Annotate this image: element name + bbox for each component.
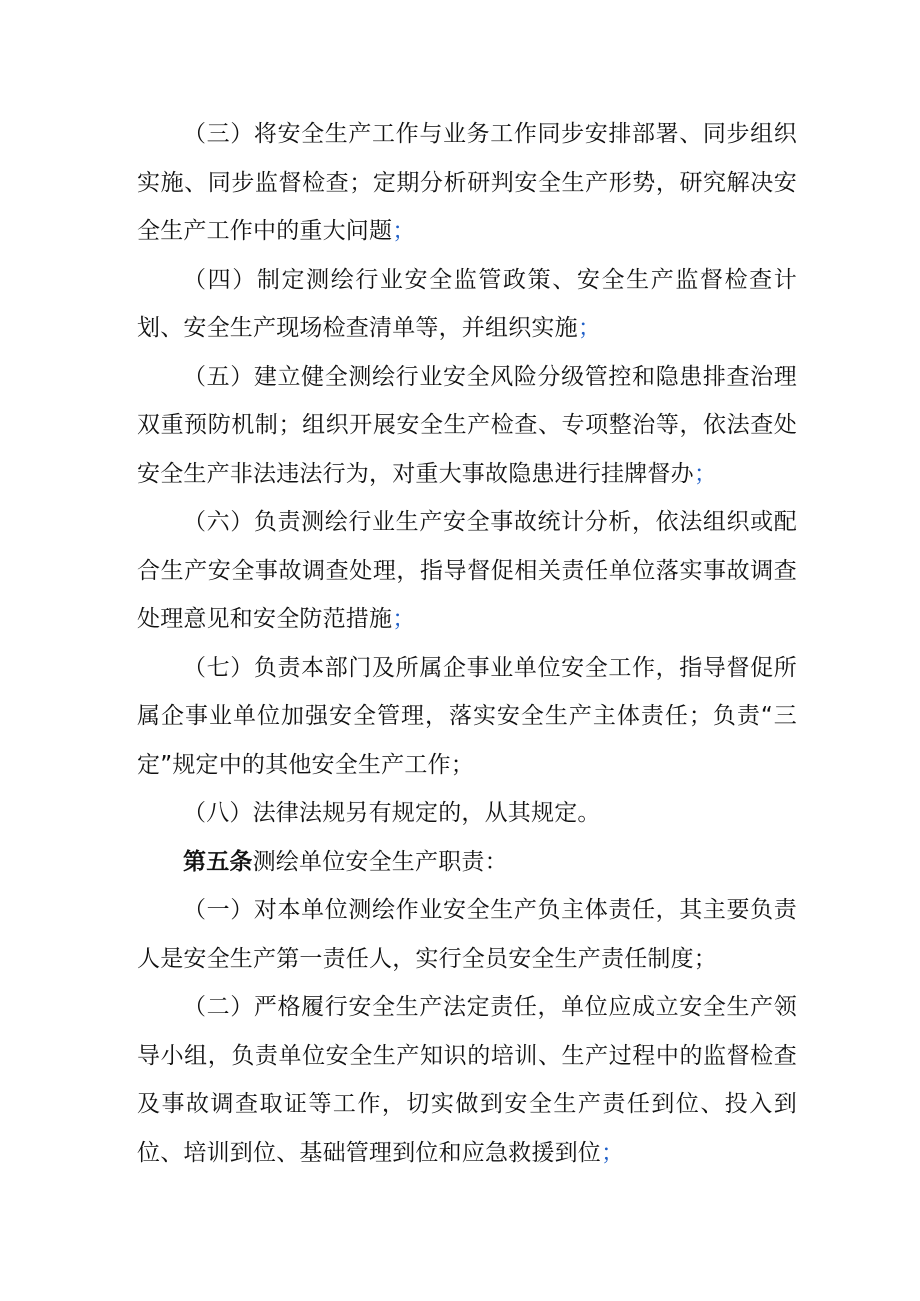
paragraph-text: （五）建立健全测绘行业安全风险分级管控和隐患排查治理双重预防机制；组织开展安全生产检查、专项整治等，依法查处安全生产非法违法行为，对重大事故隐患进行挂牌督办 — [137, 363, 797, 487]
paragraph-end-mark: ； — [392, 218, 416, 244]
paragraph-text: （四）制定测绘行业安全监管政策、安全生产监督检查计划、安全生产现场检查清单等，并组织实施 — [137, 266, 797, 341]
paragraph-text: （六）负责测绘行业生产安全事故统计分析，依法组织或配合生产安全事故调查处理，指导督促相关责任单位落实事故调查处理意见和安全防范措施 — [137, 509, 797, 632]
paragraph-end-mark: ； — [577, 315, 602, 341]
document-page — [137, 110, 797, 1177]
paragraph-text: （一）对本单位测绘作业安全生产负主体责任，其主要负责人是安全生产第一责任人，实行全员安全生产责任制度； — [137, 897, 797, 972]
paragraph-end-mark: ； — [601, 1139, 625, 1166]
paragraph-item-2 — [137, 983, 797, 1177]
paragraph-text: （七）负责本部门及所属企事业单位安全工作，指导督促所属企事业单位加强安全管理，落实安全生产主体责任；负责“三定”规定中的其他安全生产工作； — [137, 654, 797, 778]
paragraph-item-4 — [137, 256, 797, 353]
paragraph-text: （二）严格履行安全生产法定责任，单位应成立安全生产领导小组，负责单位安全生产知识的培训、生产过程中的监督检查及事故调查取证等工作，切实做到安全生产责任到位、投入到位、培训到位、基础管理到位和应急救援到位 — [137, 994, 797, 1166]
paragraph-item-3 — [137, 110, 797, 256]
paragraph-text: （三）将安全生产工作与业务工作同步安排部署、同步组织实施、同步监督检查；定期分析研判安全生产形势，研究解决安全生产工作中的重大问题 — [137, 121, 797, 244]
paragraph-item-1 — [137, 886, 797, 983]
article-text: 测绘单位安全生产职责： — [252, 848, 508, 875]
paragraph-item-6 — [137, 498, 797, 644]
paragraph-text: （八）法律法规另有规定的，从其规定。 — [183, 800, 601, 826]
article-heading — [137, 838, 797, 887]
paragraph-item-7 — [137, 644, 797, 790]
paragraph-item-8 — [137, 789, 797, 838]
article-label: 第五条 — [183, 848, 253, 875]
paragraph-end-mark: ； — [693, 460, 718, 487]
paragraph-item-5 — [137, 353, 797, 499]
paragraph-end-mark: ； — [392, 606, 416, 632]
